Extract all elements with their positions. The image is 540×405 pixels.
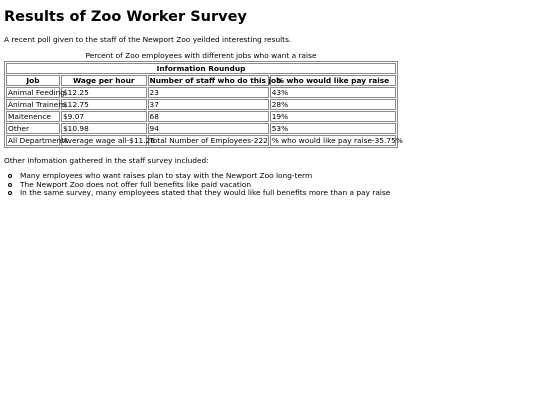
table-cell-job: Maitenence	[6, 111, 60, 122]
table-cell-job: Animal Trainers	[8, 100, 66, 109]
page	[0, 0, 540, 198]
column-header-pay-raise: % who would like pay raise	[270, 75, 396, 86]
intro-paragraph: A recent poll given to the staff of the Newport Zoo yeilded interesting results.	[4, 35, 292, 44]
column-header-staff-count: Number of staff who do this job	[149, 76, 282, 85]
table-cell-staff-count: 94	[148, 123, 269, 134]
table-row	[6, 123, 396, 134]
table-cell-job: Animal Feeding	[8, 88, 65, 97]
table-row	[6, 87, 396, 98]
notes-list	[4, 172, 536, 198]
table-cell-wage: $12.75	[61, 99, 147, 110]
table-row	[6, 99, 396, 110]
page-title: Results of Zoo Worker Survey	[4, 9, 247, 25]
table-cell-pay-raise: % who would like pay raise-35.75%	[271, 136, 403, 145]
table-heading-row	[6, 63, 396, 74]
table-row	[6, 111, 396, 122]
table-cell-wage: $9.07	[61, 111, 147, 122]
table-cell-staff-count: Total Number of Employees-222	[149, 136, 268, 145]
column-header-job: Job	[6, 75, 60, 86]
table-summary-row	[6, 135, 396, 146]
list-item-text: In the same survey, many employees stated that they would like full benefits more than a pay raise	[20, 188, 391, 197]
table-cell-staff-count: 68	[148, 111, 269, 122]
table-cell-pay-raise: 43%	[270, 87, 396, 98]
circle-bullet-icon	[8, 191, 12, 195]
table-cell-staff-count: 23	[148, 87, 269, 98]
survey-table	[4, 61, 403, 148]
table-caption: Percent of Zoo employees with different jobs who want a raise	[85, 51, 317, 60]
notes-intro: Other infomation gathered in the staff survey included:	[4, 156, 209, 165]
table-cell-pay-raise: 28%	[270, 99, 396, 110]
list-item-text: The Newport Zoo does not offer full benefits like paid vacation	[20, 179, 252, 189]
list-item	[20, 189, 536, 198]
circle-bullet-icon	[8, 183, 12, 187]
column-header-wage: Wage per hour	[61, 75, 147, 86]
table-cell-job: Other	[6, 123, 60, 134]
survey-table-section	[4, 51, 403, 148]
table-cell-pay-raise: 53%	[270, 123, 396, 134]
table-header-row	[6, 75, 396, 86]
table-cell-wage: $12.25	[61, 87, 147, 98]
table-cell-pay-raise: 19%	[270, 111, 396, 122]
table-cell-wage: Average wage all-$11.26	[62, 136, 155, 145]
table-cell-job: All Departments	[8, 136, 69, 145]
table-cell-wage: $10.98	[61, 123, 147, 134]
circle-bullet-icon	[8, 174, 12, 178]
table-heading: Information Roundup	[6, 63, 396, 74]
table-cell-staff-count: 37	[148, 99, 269, 110]
list-item-text: Many employees who want raises plan to stay with the Newport Zoo long-term	[20, 171, 313, 180]
